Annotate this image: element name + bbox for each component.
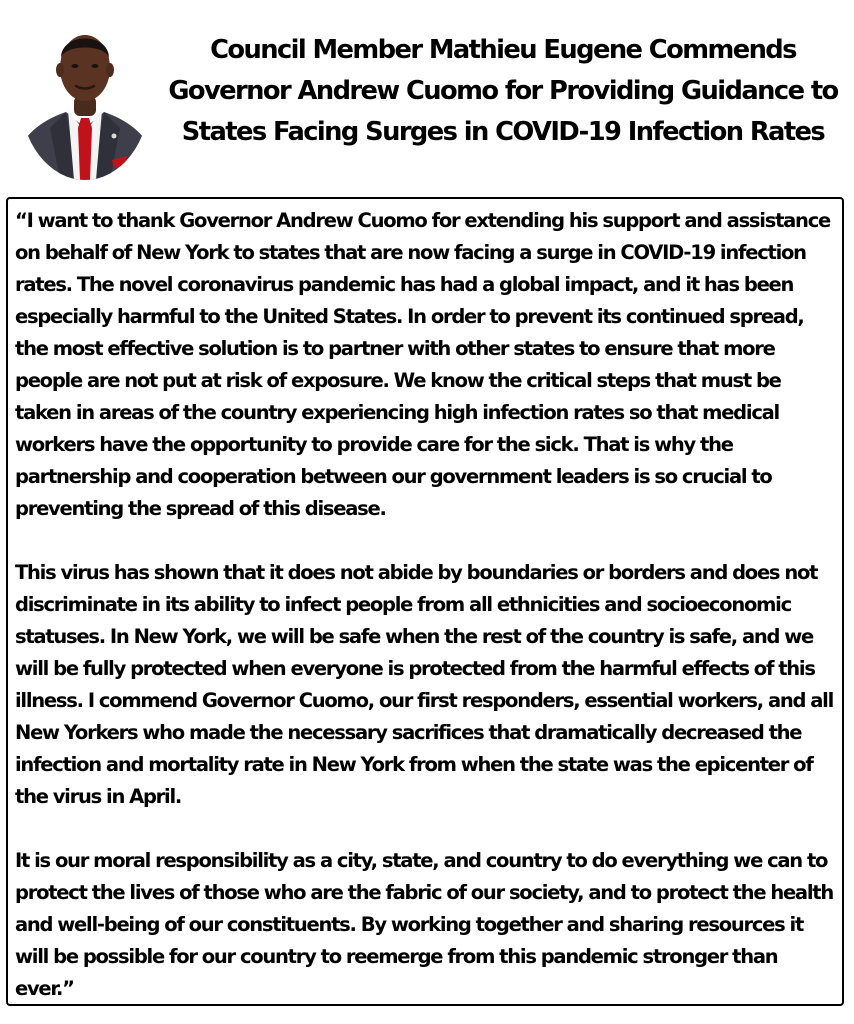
header: [0, 0, 854, 190]
statement-box: [6, 197, 844, 1006]
page-title: Council Member Mathieu Eugene Commends Governor Andrew Cuomo for Providing Guidance to States Facing Surges in COVID-19 Infection Rates: [168, 35, 838, 147]
statement-paragraph-3: It is our moral responsibility as a city, state, and country to do everything we can to protect the lives of those who are the fabric of our society, and to protect the health and well-being of our constituents. By working together and sharing resources it will be possible for our country to reemerge from this pandemic stronger than ever.”: [15, 849, 833, 1000]
statement-paragraph-1: “I want to thank Governor Andrew Cuomo for extending his support and assistance on behalf of New York to states that are now facing a surge in COVID-19 infection rates. The novel coronavirus pandemic has had a global impact, and it has been especially harmful to the United States. In order to prevent its continued spread, the most effective solution is to partner with other states to ensure that more people are not put at risk of exposure. We know the critical steps that must be taken in areas of the country experiencing high infection rates so that medical workers have the opportunity to provide care for the sick. That is why the partnership and cooperation between our government leaders is so crucial to preventing the spread of this disease.: [15, 209, 830, 520]
statement-paragraph-2: This virus has shown that it does not abide by boundaries or borders and does not discriminate in its ability to infect people from all ethnicities and socioeconomic statuses. In New York, we will be safe when the rest of the country is safe, and we will be fully protected when everyone is protected from the harmful effects of this illness. I commend Governor Cuomo, our first responders, essential workers, and all New Yorkers who made the necessary sacrifices that dramatically decreased the infection and mortality rate in New York from when the state was the epicenter of the virus in April.: [15, 561, 834, 808]
portrait-photo: [20, 10, 150, 180]
